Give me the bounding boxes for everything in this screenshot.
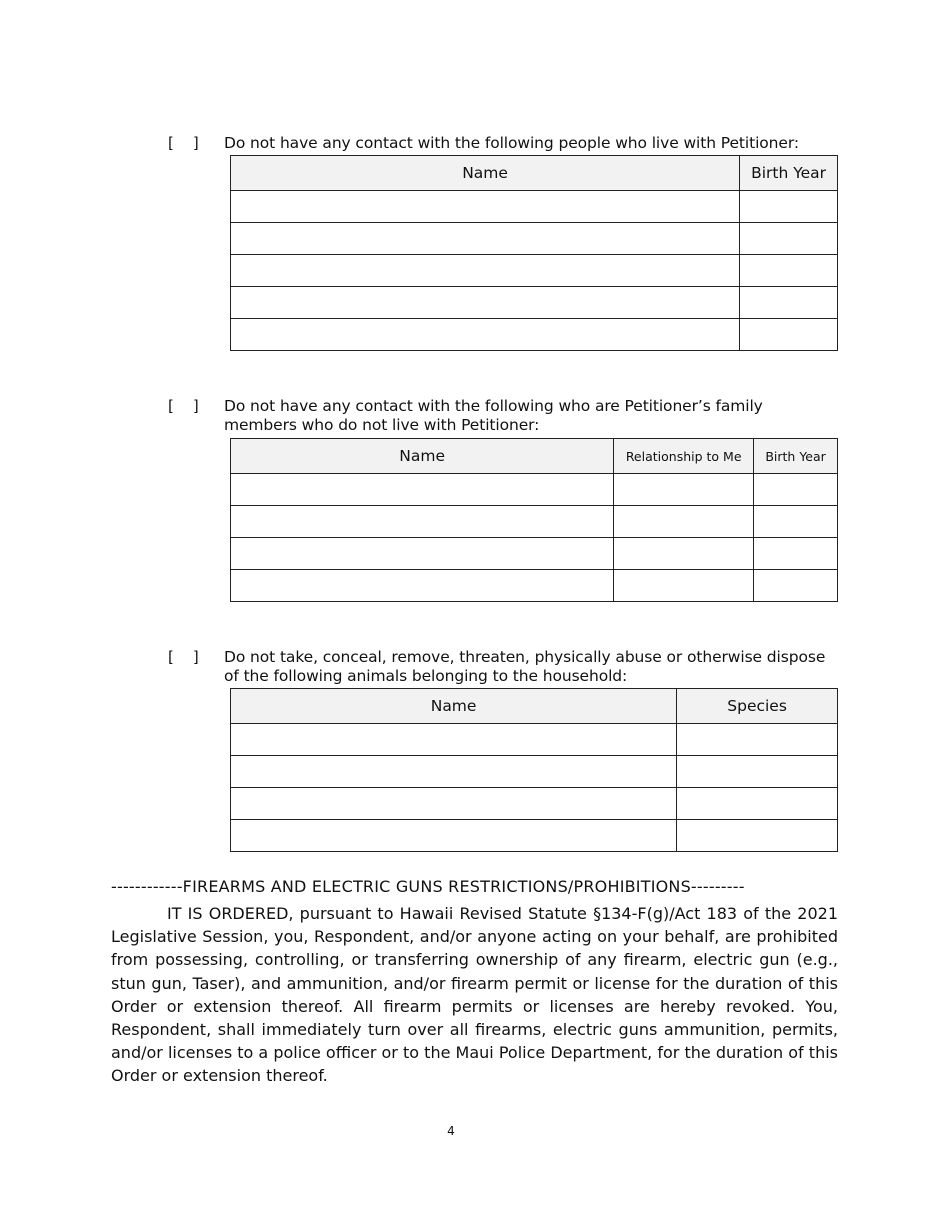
firearms-section-heading: ------------FIREARMS AND ELECTRIC GUNS RESTRICTIONS/PROHIBITIONS--------- — [111, 877, 745, 896]
header-species: Species — [677, 689, 838, 724]
species-cell[interactable] — [677, 788, 838, 820]
checkbox-family[interactable]: [ ] — [168, 397, 199, 415]
page-number: 4 — [447, 1124, 455, 1138]
birth-year-cell[interactable] — [740, 255, 838, 287]
table-row — [231, 756, 838, 788]
relationship-cell[interactable] — [614, 538, 754, 570]
table-row — [231, 223, 838, 255]
firearms-order-paragraph: IT IS ORDERED, pursuant to Hawaii Revised Statute §134-F(g)/Act 183 of the 2021 Legislative Session, you, Respondent, and/or anyone acting on your behalf, are prohibited from possessing, controlling, or transferring ownership of any firearm, electric gun (e.g., stun gun, Taser), and ammunition, and/or firearm permit or license for the duration of this Order or extension thereof. All firearm permits or licenses are hereby revoked. You, Respondent, shall immediately turn over all firearms, electric guns ammunition, permits, and/or licenses to a police officer or to the Maui Police Department, for the duration of this Order or extension thereof. — [111, 904, 838, 1086]
birth-year-cell[interactable] — [740, 319, 838, 351]
name-cell[interactable] — [231, 319, 740, 351]
household-contacts-table — [230, 155, 838, 351]
species-cell[interactable] — [677, 820, 838, 852]
name-cell[interactable] — [231, 724, 677, 756]
table-row — [231, 474, 838, 506]
species-cell[interactable] — [677, 756, 838, 788]
birth-year-cell[interactable] — [740, 223, 838, 255]
checkbox-household[interactable]: [ ] — [168, 134, 199, 152]
relationship-cell[interactable] — [614, 474, 754, 506]
birth-year-cell[interactable] — [754, 570, 838, 602]
name-cell[interactable] — [231, 255, 740, 287]
name-cell[interactable] — [231, 788, 677, 820]
birth-year-cell[interactable] — [754, 506, 838, 538]
relationship-cell[interactable] — [614, 506, 754, 538]
table-row — [231, 570, 838, 602]
name-cell[interactable] — [231, 191, 740, 223]
birth-year-cell[interactable] — [754, 474, 838, 506]
name-cell[interactable] — [231, 570, 614, 602]
name-cell[interactable] — [231, 474, 614, 506]
header-birth-year: Birth Year — [740, 156, 838, 191]
table-row — [231, 191, 838, 223]
header-name: Name — [231, 439, 614, 474]
name-cell[interactable] — [231, 506, 614, 538]
checkbox-animals[interactable]: [ ] — [168, 648, 199, 666]
no-contact-household-item — [168, 134, 838, 153]
family-instruction-text: Do not have any contact with the following who are Petitioner’s family members who do not live with Petitioner: — [224, 397, 763, 434]
birth-year-cell[interactable] — [740, 287, 838, 319]
household-instruction-text: Do not have any contact with the following people who live with Petitioner: — [224, 134, 799, 152]
no-contact-family-item — [168, 397, 838, 435]
animals-item — [168, 648, 838, 686]
header-relationship: Relationship to Me — [614, 439, 754, 474]
header-birth-year: Birth Year — [754, 439, 838, 474]
family-contacts-table — [230, 438, 838, 602]
table-row — [231, 506, 838, 538]
birth-year-cell[interactable] — [740, 191, 838, 223]
animals-instruction-text: Do not take, conceal, remove, threaten, physically abuse or otherwise dispose of the following animals belonging to the household: — [224, 648, 826, 685]
table-row — [231, 255, 838, 287]
table-row — [231, 538, 838, 570]
animals-table — [230, 688, 838, 852]
name-cell[interactable] — [231, 287, 740, 319]
name-cell[interactable] — [231, 756, 677, 788]
name-cell[interactable] — [231, 820, 677, 852]
table-row — [231, 319, 838, 351]
table-row — [231, 724, 838, 756]
relationship-cell[interactable] — [614, 570, 754, 602]
table-row — [231, 788, 838, 820]
name-cell[interactable] — [231, 538, 614, 570]
species-cell[interactable] — [677, 724, 838, 756]
header-name: Name — [231, 156, 740, 191]
table-row — [231, 820, 838, 852]
table-row — [231, 287, 838, 319]
name-cell[interactable] — [231, 223, 740, 255]
header-name: Name — [231, 689, 677, 724]
birth-year-cell[interactable] — [754, 538, 838, 570]
